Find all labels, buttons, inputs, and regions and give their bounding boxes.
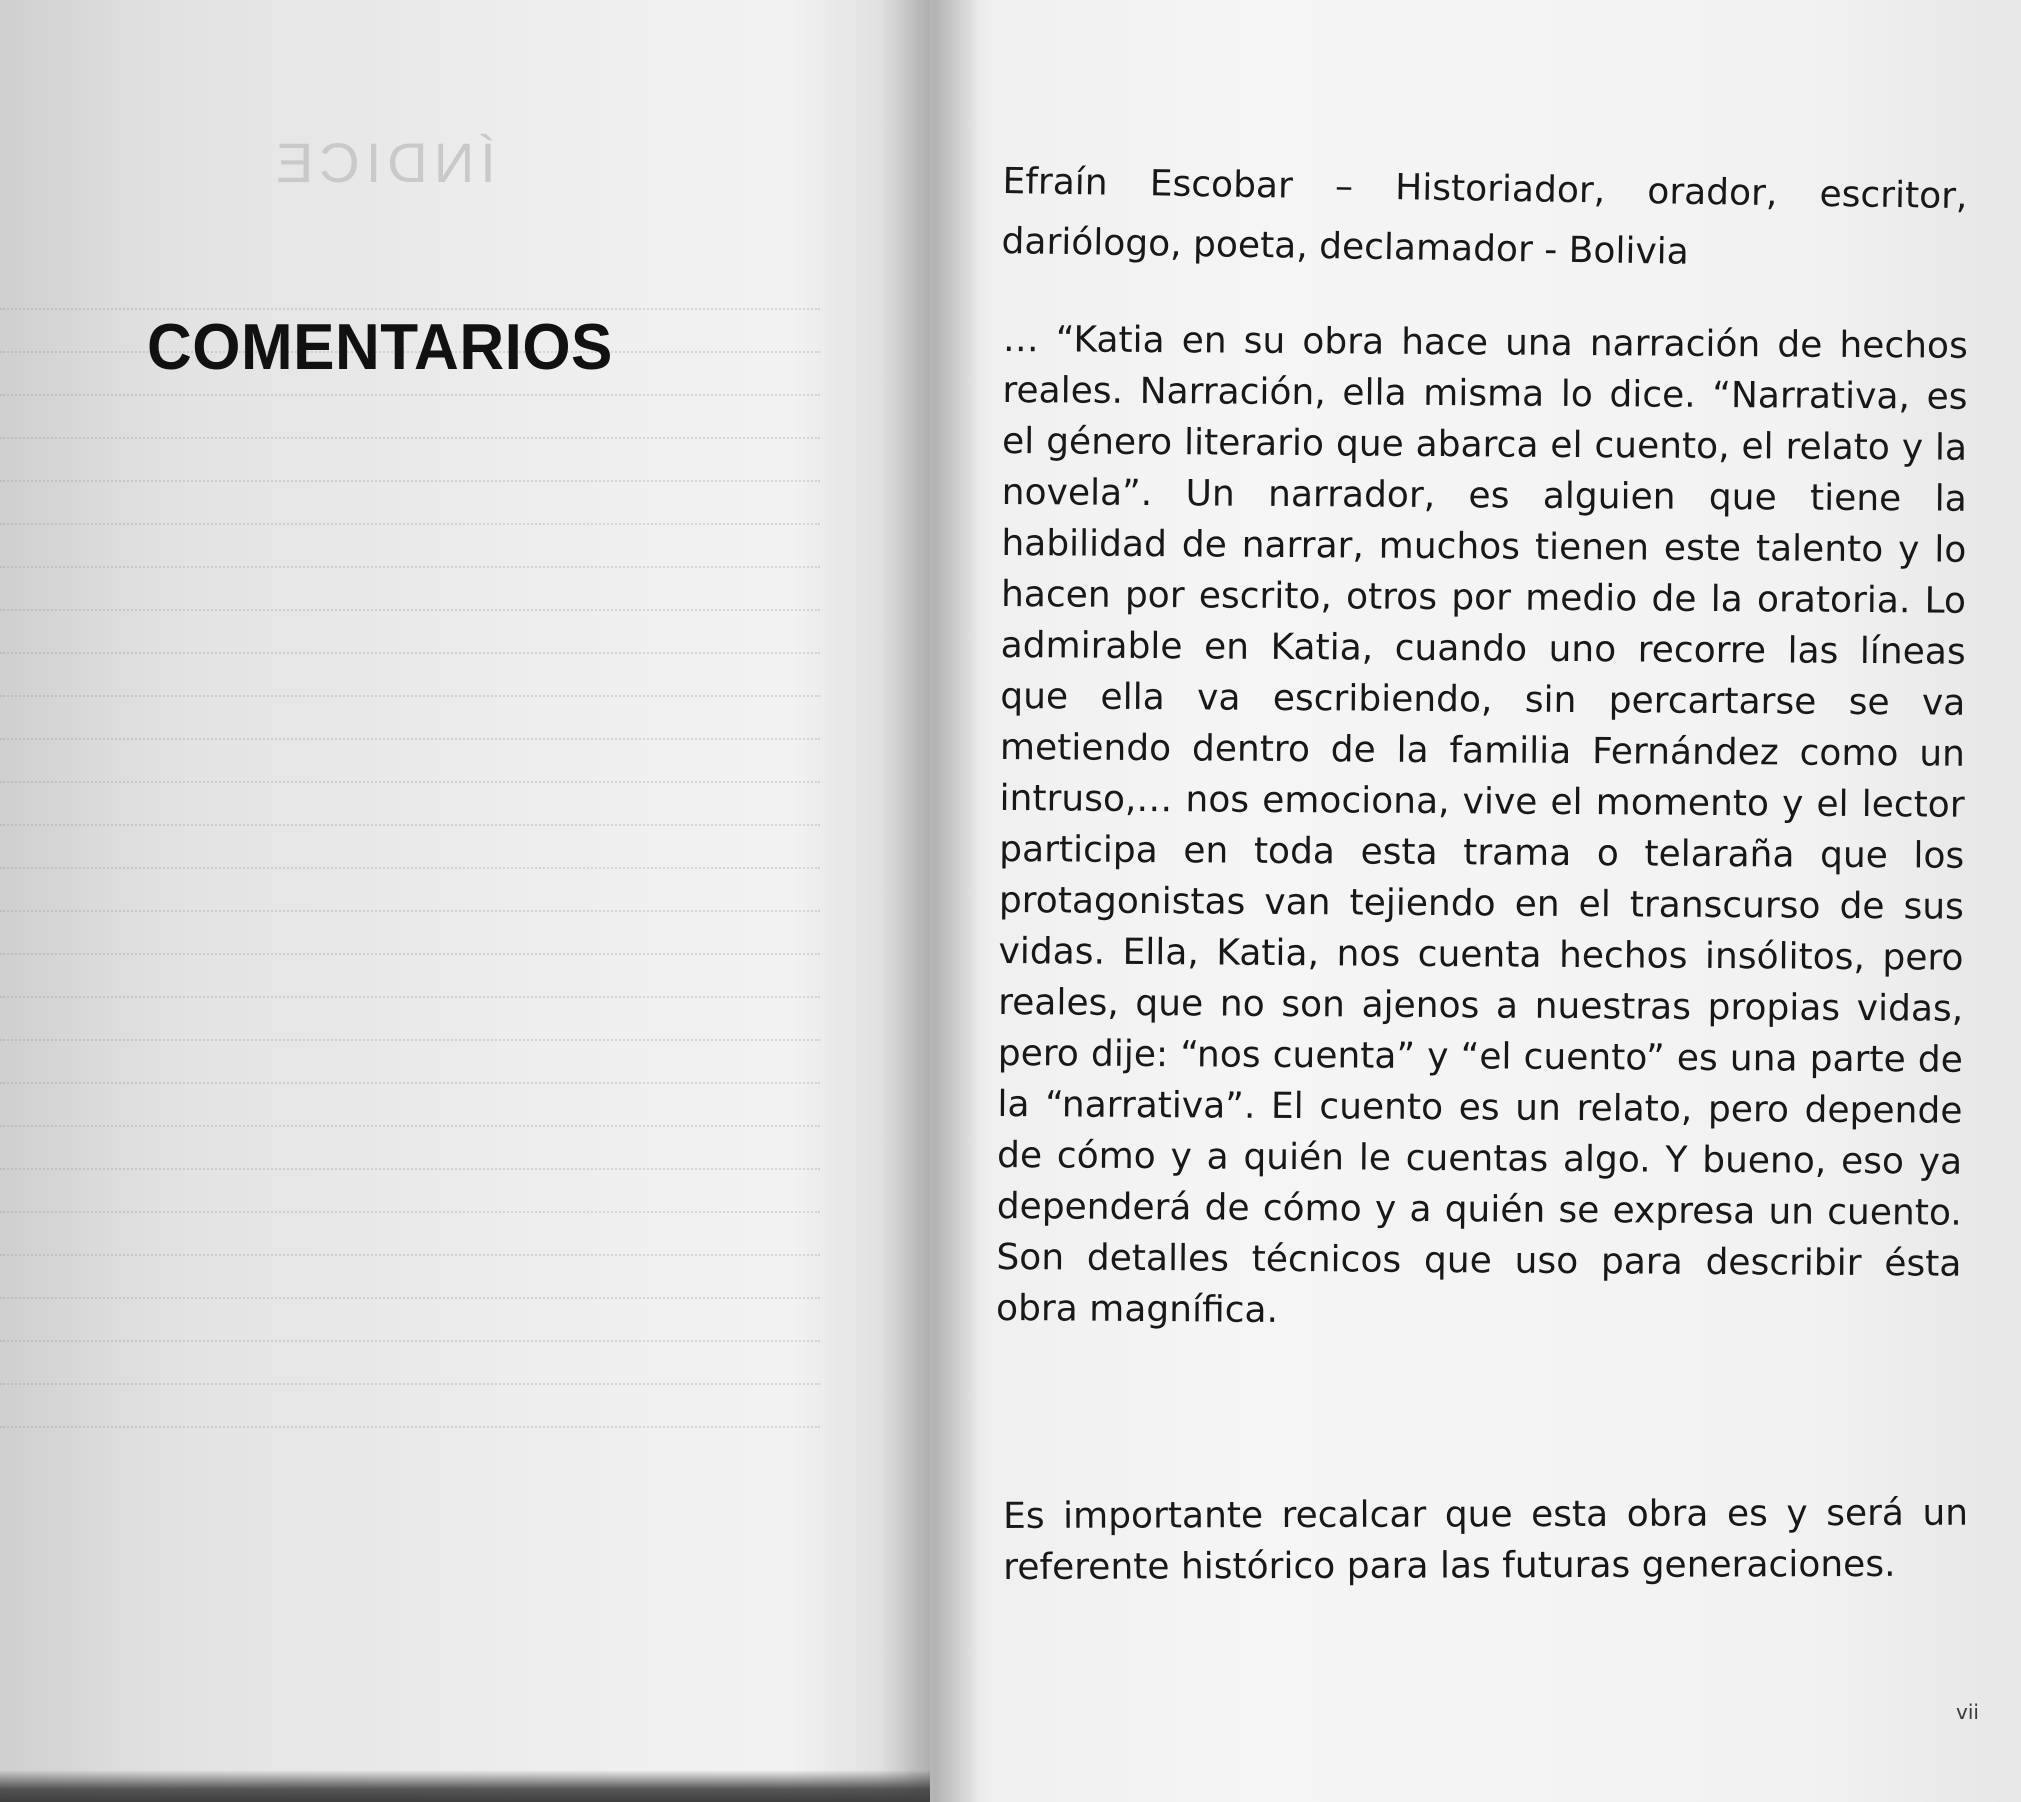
section-heading: COMENTARIOS — [147, 311, 613, 384]
left-page — [0, 0, 930, 1802]
bleed-through-index-lines — [0, 270, 820, 1431]
comment-quote: … “Katia en su obra hace una narración de hechos reales. Narración, ella misma lo dice. “Narrativa, es el género literario que abarca el cuento, el relato y la novela”. Un narrador, es alguien que tiene la habilidad de narrar, muchos tienen este talento y lo hacen por escrito, otros por medio de la oratoria. Lo admirable en Katia, cuando uno recorre las líneas que ella va escribiendo, sin percartarse se va metiendo dentro de la familia Fernández como un intruso,… nos emociona, vive el momento y el lector participa en toda esta trama o telaraña que los protagonistas van tejiendo en el transcurso de sus vidas. Ella, Katia, nos cuenta hechos insólitos, pero reales, que no son ajenos a nuestras propias vidas, pero dije: “nos cuenta” y “el cuento” es una parte de la “narrativa”. El cuento es un relato, pero depende de cómo y a quién le cuentas algo. Y bueno, eso ya dependerá de cómo y a quién se expresa un cuento. Son detalles técnicos que uso para describir ésta obra magnífica. — [995, 318, 1968, 1331]
page-bottom-shadow — [0, 1770, 930, 1802]
bleed-through-title: ÍNDICE — [270, 131, 496, 194]
closing-paragraph: Es importante recalcar que esta obra es y será un referente histórico para las futuras generaciones. — [1003, 1492, 1969, 1588]
page-number: vii — [1956, 1700, 1979, 1724]
book-gutter — [880, 0, 980, 1802]
author-line: Efraín Escobar – Historiador, orador, escritor, dariólogo, poeta, declamador - Bolivia — [1001, 160, 1968, 273]
